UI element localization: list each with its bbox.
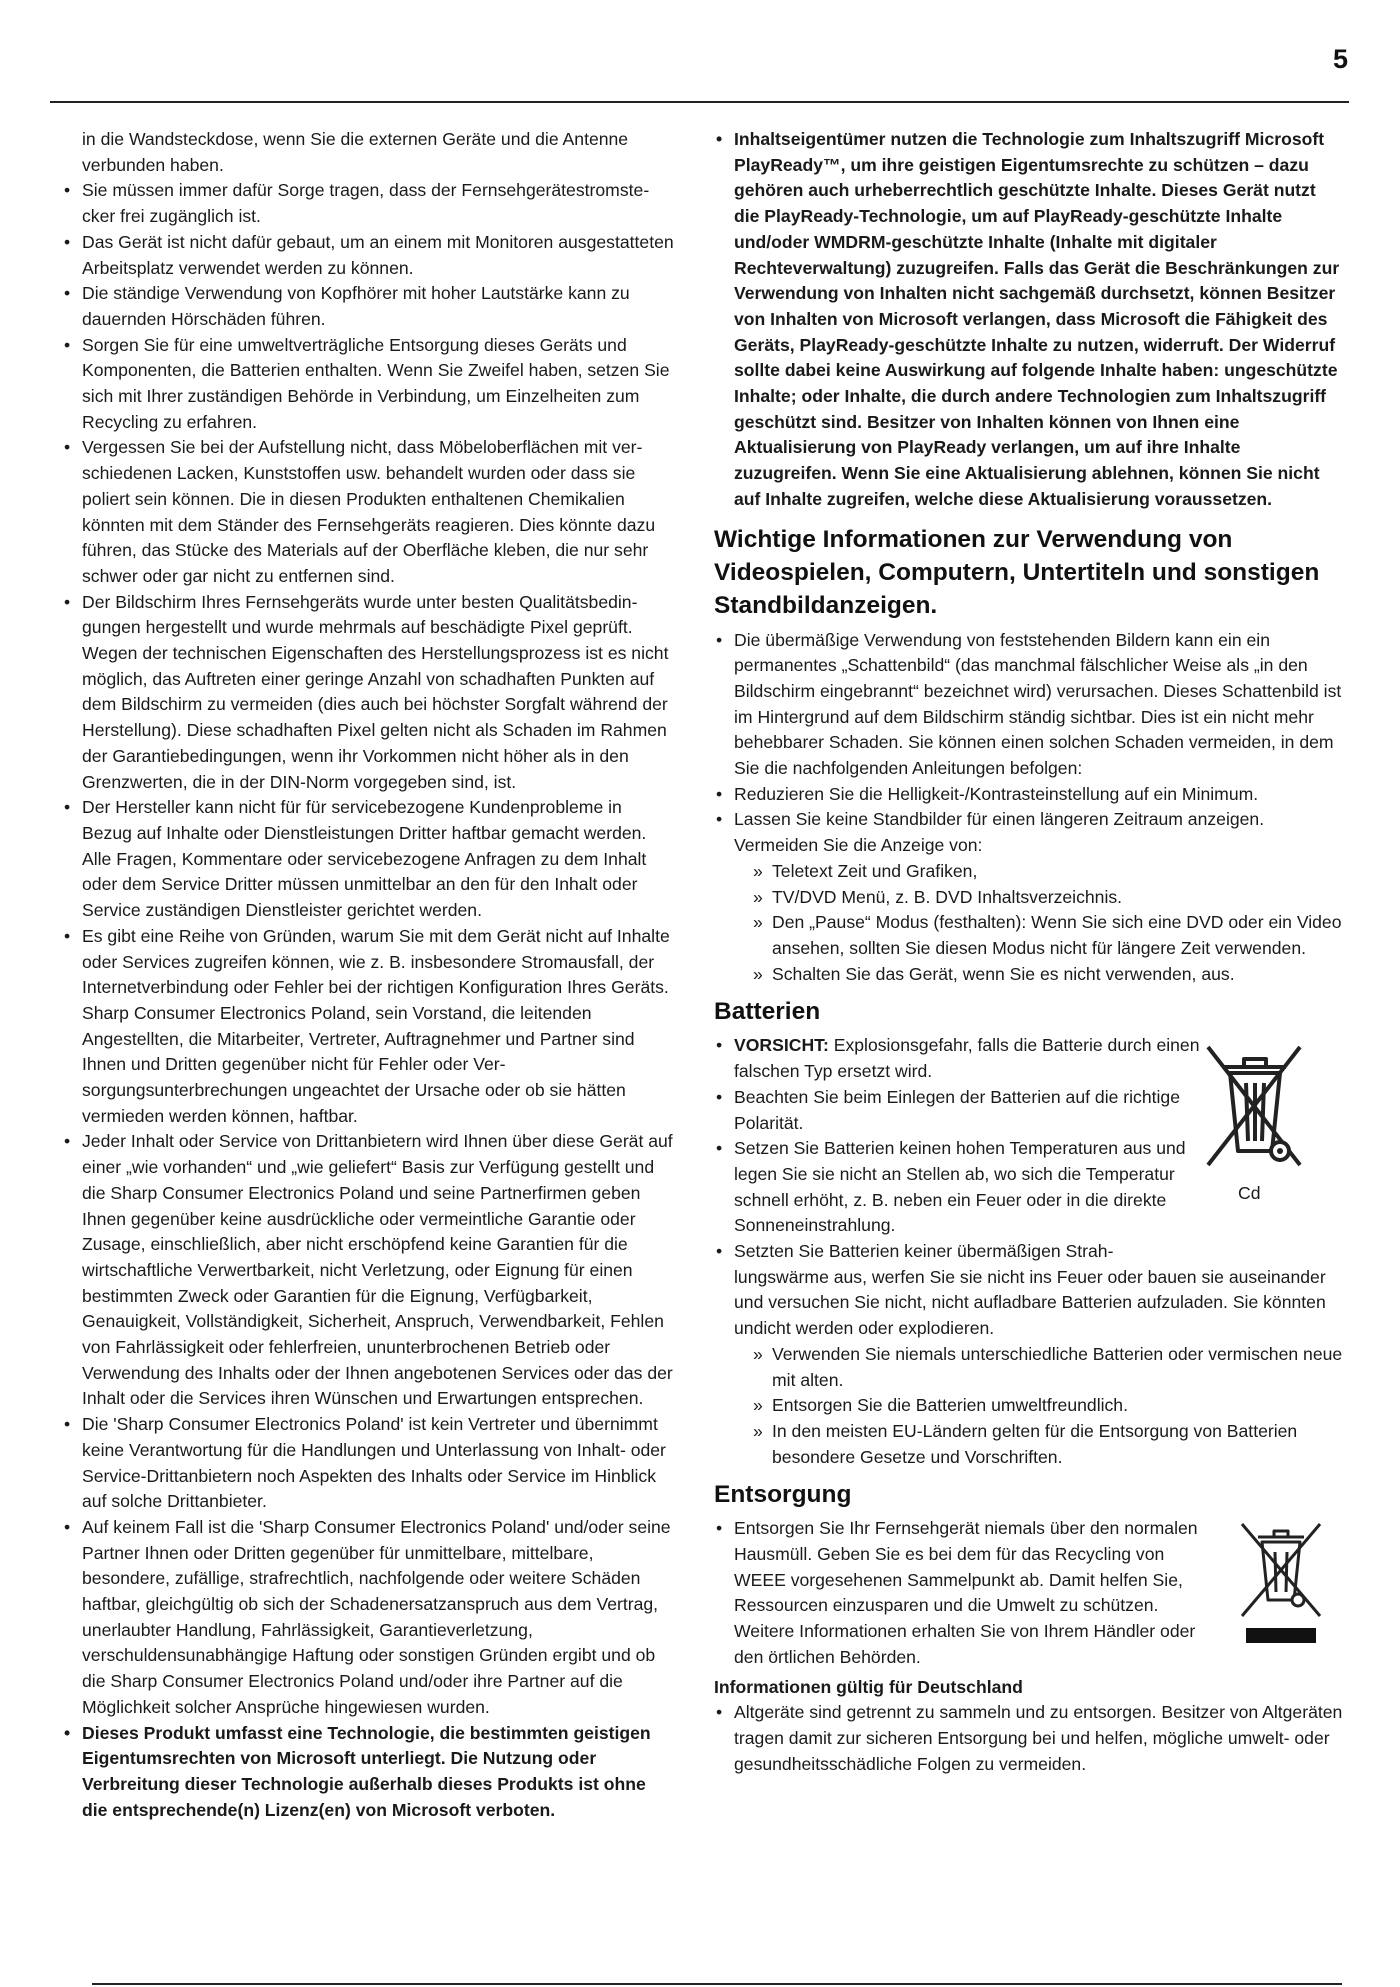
right-column [714,127,1344,1777]
header-rule [50,101,1349,103]
playready-list [714,127,1344,513]
list-item [714,1239,1344,1342]
germany-info-heading: Informationen gültig für Deutschland [714,1676,1023,1697]
list-item [714,1033,1214,1084]
disposal-bullet-list [714,1516,1204,1670]
list-item: • Lassen Sie keine Standbilder für einen längeren Zeitraum anzeigen. Vermeiden Sie die Anzeige von: [714,807,1344,858]
left-column [62,127,676,1823]
sub-list-item: » Den „Pause“ Modus (festhalten): Wenn Sie sich eine DVD oder ein Video ansehen, sollten Sie diesen Modus nicht für längere Zeit verwenden. [714,910,1344,961]
list-item-first-line: • Setzten Sie Batterien keiner übermäßigen Strah- [734,1241,1114,1262]
playready-notice: • Inhaltseigentümer nutzen die Technologie zum Inhaltszugriff Microsoft PlayReady™, um ihre geistigen Eigentumsrechte zu schützen – dazu gehören auch urheberrechtlich geschützte Inhalte. Dieses Gerät nutzt die PlayReady-Technologie, um auf PlayReady-geschützte Inhalte und/oder WMDRM-geschützte Inhalte (Inhalte mit digitaler Rechteverwaltung) zuzugreifen. Falls das Gerät die Beschränkungen zur Verwendung von Inhalten nicht sachgemäß durchsetzt, können Besitzer von Inhalten von Microsoft verlangen, dass Microsoft die Fähigkeit des Geräts, PlayReady-geschützte Inhalte zu nutzen, widerruft. Der Widerruf sollte dabei keine Auswirkung auf folgende Inhalte haben: ungeschützte Inhalte; oder Inhalte, die durch andere Technologien zum Inhaltszugriff geschützt sind. Besitzer von Inhalten können von Ihnen eine Aktualisierung von PlayReady verlangen, um auf ihre Inhalte zuzugreifen. Wenn Sie eine Aktualisierung ablehnen, können Sie nicht auf Inhalte zugreifen, welche diese Aktualisierung voraussetzen. [714,127,1344,513]
battery-bullet-list-2 [714,1239,1344,1470]
list-item: • Die übermäßige Verwendung von feststehenden Bildern kann ein ein permanentes „Schattenbild“ (das manchmal fälschlicher Weise als „in den Bildschirm eingebrannt“ bezeichnet wird) verursachen. Dieses Schattenbild ist im Hintergrund auf dem Bildschirm ständig sichtbar. Dies ist ein nicht mehr behebbarer Schaden. Sie können einen solchen Schaden vermeiden, in dem Sie die nachfolgenden Anleitungen befolgen: [714,628,1344,782]
video-bullet-list [714,628,1344,988]
left-bullet-list [62,178,676,1823]
list-item: • Auf keinem Fall ist die 'Sharp Consumer Electronics Poland' und/oder seine Partner Ihnen oder Dritten gegenüber für unmittelbare, mittelbare, besondere, zufällige, strafrechtlich, nachfolgende oder weitere Schäden haftbar, gleichgültig ob sich der Schadenersatzanspruch aus dem Vertrag, unerlaubter Handlung, Fahrlässigkeit, Garantieverletzung, verschuldensunabhängige Haftung oder sonstigen Gründen ergibt und ob die Sharp Consumer Electronics Poland und/oder ihre Partner auf die Möglichkeit solcher Ansprüche hingewiesen wurden. [62,1515,676,1721]
list-item: • Vergessen Sie bei der Aufstellung nicht, dass Möbeloberflächen mit verschiedenen Lacken, Kunststoffen usw. behandelt wurden oder dass sie poliert sein können. Die in diesen Produkten enthaltenen Chemikalien könnten mit dem Ständer des Fernsehgeräts reagieren. Dies könnte dazu führen, das Stücke des Materials auf der Oberfläche kleben, die nur sehr schwer oder gar nicht zu entfernen sind. [62,435,676,589]
list-item: • Die 'Sharp Consumer Electronics Poland' ist kein Vertreter und übernimmt keine Verantwortung für die Handlungen und Unterlassung von Inhalt- oder Service-Drittanbietern noch Aspekten des Inhalts oder Service im Hinblick auf solche Drittanbieter. [62,1412,676,1515]
list-item: • Beachten Sie beim Einlegen der Batterien auf die richtige Polarität. [714,1085,1214,1136]
list-item: • Das Gerät ist nicht dafür gebaut, um an einem mit Monitoren ausgestatteten Arbeitsplatz verwendet werden zu können. [62,230,676,281]
list-item: • Sie müssen immer dafür Sorge tragen, dass der Fernsehgerätestromstecker frei zugänglich ist. [62,178,676,229]
list-item: • Setzen Sie Batterien keinen hohen Temperaturen aus und legen Sie sie nicht an Stellen ab, wo sich die Temperatur schnell erhöht, z. B. neben ein Feuer oder in die direkte Sonneneinstrahlung. [714,1136,1214,1239]
sub-list-item: » In den meisten EU-Ländern gelten für die Entsorgung von Batterien besondere Gesetze und Vorschriften. [714,1419,1344,1470]
video-section-heading: Wichtige Informationen zur Verwendung von Videospielen, Computern, Untertiteln und sonstigen Standbildanzeigen. [714,525,1320,619]
sub-list-item: » TV/DVD Menü, z. B. DVD Inhaltsverzeichnis. [714,885,1344,911]
list-item: • Reduzieren Sie die Helligkeit-/Kontrasteinstellung auf ein Minimum. [714,782,1344,808]
microsoft-notice: • Dieses Produkt umfasst eine Technologie, die bestimmten geistigen Eigentumsrechten von Microsoft unterliegt. Die Nutzung oder Verbreitung dieser Technologie außerhalb dieses Produkts ist ohne die entsprechende(n) Lizenz(en) von Microsoft verboten. [62,1721,676,1824]
battery-bullet-list [714,1033,1214,1239]
disposal-section [714,1516,1344,1670]
weee-bin-icon [1236,1516,1326,1656]
disposal-heading: Entsorgung [714,1481,852,1509]
germany-bullet-list [714,1700,1344,1777]
sub-list-item: » Schalten Sie das Gerät, wenn Sie es nicht verwenden, aus. [714,962,1344,988]
list-item: • Entsorgen Sie Ihr Fernsehgerät niemals über den normalen Hausmüll. Geben Sie es bei dem für das Recycling von WEEE vorgesehenen Sammelpunkt ab. Damit helfen Sie, Ressourcen einzusparen und die Umwelt zu schützen. Weitere Informationen erhalten Sie von Ihrem Händler oder den örtlichen Behörden. [714,1516,1204,1670]
sub-list-item: » Verwenden Sie niemals unterschiedliche Batterien oder vermischen neue mit alten. [714,1342,1344,1393]
list-item: • Der Bildschirm Ihres Fernsehgeräts wurde unter besten Qualitätsbedingungen hergestellt und wurde mehrmals auf beschädigte Pixel geprüft. Wegen der technischen Eigenschaften des Herstellungsprozess ist es nicht möglich, das Auftreten einer geringe Anzahl von schadhaften Punkten auf dem Bildschirm zu vermeiden (dies auch bei höchster Sorgfalt während der Herstellung). Diese schadhaften Pixel gelten nicht als Schaden im Rahmen der Garantiebedingungen, wenn ihr Vorkommen nicht höher als in den Grenzwerten, die in der DIN-Norm vorgegeben sind, ist. [62,590,676,796]
battery-section [714,1033,1344,1470]
cd-label: Cd [1238,1183,1261,1204]
sub-list-item: » Entsorgen Sie die Batterien umweltfreundlich. [714,1393,1344,1419]
list-item: • Altgeräte sind getrennt zu sammeln und zu entsorgen. Besitzer von Altgeräten tragen damit zur sicheren Entsorgung bei und helfen, mögliche umwelt- oder gesundheitsschädliche Folgen zu vermeiden. [714,1700,1344,1777]
caution-text: Explosionsgefahr, falls die Batterie durch einen falschen Typ ersetzt wird. [734,1035,1200,1082]
battery-heading: Batterien [714,998,821,1026]
sub-list-item: » Teletext Zeit und Grafiken, [714,859,1344,885]
list-item-rest: lungswärme aus, werfen Sie sie nicht ins Feuer oder bauen sie auseinander und versuchen Sie nicht, nicht aufladbare Batterien aufzuladen. Sie könnten undicht werden oder explodieren. [734,1266,1326,1339]
list-item: • Jeder Inhalt oder Service von Drittanbietern wird Ihnen über diese Gerät auf einer „wie vorhanden“ und „wie geliefert“ Basis zur Verfügung gestellt und die Sharp Consumer Electronics Poland und seine Partnerfirmen geben Ihnen gegenüber keine ausdrückliche oder vermeintliche Garantie oder Zusage, einschließlich, aber nicht erschöpfend keine Garantien für die wirtschaftliche Verwertbarkeit, nicht Verletzung, oder Eignung für einen bestimmten Zweck oder Garantien für die Eignung, Verfügbarkeit, Genauigkeit, Vollständigkeit, Sicherheit, Anspruch, Verwendbarkeit, Fehlen von Fahrlässigkeit oder fehlerfreien, ununterbrochenen Betrieb oder Verwendung des Inhalts oder der Ihnen angebotenen Services oder das der Inhalt oder die Services ihren Wünschen und Erwartungen entsprechen. [62,1129,676,1412]
list-item: • Die ständige Verwendung von Kopfhörer mit hoher Lautstärke kann zu dauernden Hörschäden führen. [62,281,676,332]
list-item: • Der Hersteller kann nicht für für servicebezogene Kundenprobleme in Bezug auf Inhalte oder Dienstleistungen Dritter haftbar gemacht werden. Alle Fragen, Kommentare oder servicebezogene Anfragen zu dem Inhalt oder dem Service Dritter müssen unmittelbar an den für den Inhalt oder Service zuständigen Dienstleister gerichtet werden. [62,795,676,924]
caution-label: VORSICHT: [734,1035,829,1056]
list-item: • Sorgen Sie für eine umweltverträgliche Entsorgung dieses Geräts und Komponenten, die Batterien enthalten. Wenn Sie Zweifel haben, setzen Sie sich mit Ihrer zuständigen Behörde in Verbindung, um Einzelheiten zum Recycling zu erfahren. [62,333,676,436]
page-number: 5 [1332,44,1348,74]
footer-rule [92,1983,1342,1985]
continuation-text: in die Wandsteckdose, wenn Sie die externen Geräte und die Antenne verbunden haben. [82,129,629,175]
list-item: • Es gibt eine Reihe von Gründen, warum Sie mit dem Gerät nicht auf Inhalte oder Services zugreifen können, wie z. B. insbesondere Stromausfall, der Internetverbindung oder Fehler bei der richtigen Konfiguration Ihres Geräts. Sharp Consumer Electronics Poland, sein Vorstand, die leitenden Angestellten, die Mitarbeiter, Vertreter, Auftragnehmer und Partner sind Ihnen und Dritten gegenüber nicht für Fehler oder Versorgungsunterbrechungen ungeachtet der Ursache oder ob sie hätten vermieden werden können, haftbar. [62,924,676,1130]
